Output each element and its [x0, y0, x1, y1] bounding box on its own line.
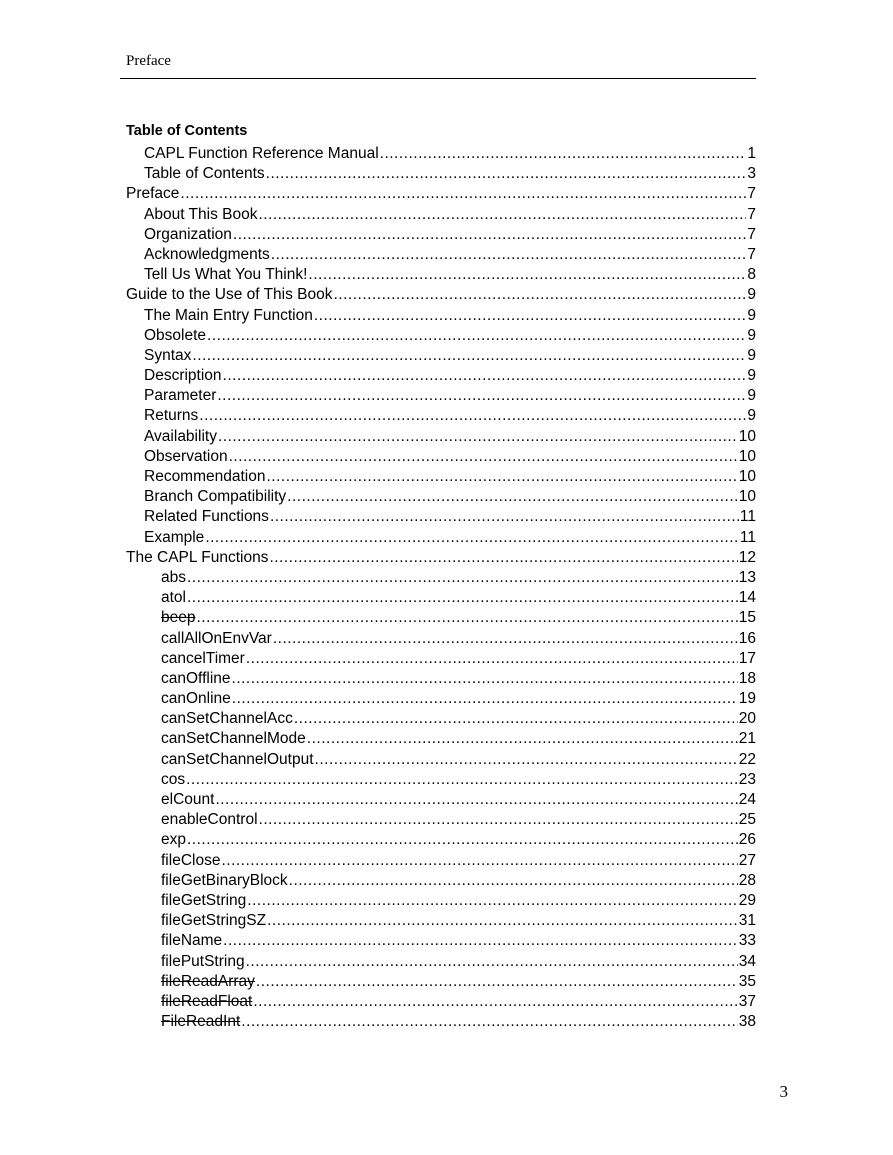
page-number: 3	[779, 1082, 788, 1101]
toc-entry[interactable]	[126, 629, 756, 649]
toc-entry-label: fileClose	[161, 851, 221, 869]
toc-entry-label: canOffline	[161, 669, 231, 687]
toc-dot-leader	[294, 709, 738, 729]
toc-entry-label: enableControl	[161, 811, 258, 829]
toc-entry-label: Availability	[144, 427, 217, 445]
toc-entry-page: 16	[738, 629, 756, 647]
toc-entry-page: 23	[738, 770, 756, 788]
toc-entry[interactable]	[126, 366, 756, 386]
toc-entry-page: 12	[738, 548, 756, 566]
toc-entry-label: fileName	[161, 932, 223, 950]
toc-entry-page: 18	[738, 669, 756, 687]
toc-entry[interactable]	[126, 1012, 756, 1032]
toc-entry-page: 11	[739, 508, 756, 526]
toc-entry-page: 25	[738, 811, 756, 829]
toc-entry-page: 1	[747, 145, 756, 162]
toc-entry-label: The CAPL Functions	[126, 548, 269, 566]
toc-entry-label: Recommendation	[144, 468, 266, 485]
toc-entry[interactable]	[126, 548, 756, 568]
toc-entry-label: Tell Us What You Think!	[144, 266, 308, 284]
toc-dot-leader	[289, 871, 738, 891]
toc-entry-page: 14	[738, 589, 756, 607]
toc-entry[interactable]	[126, 164, 756, 184]
toc-entry-page: 8	[747, 266, 756, 284]
toc-entry-label: Observation	[144, 447, 228, 465]
toc-entry[interactable]	[126, 891, 756, 911]
toc-entry-label: Table of Contents	[144, 165, 265, 183]
toc-entry-label: Branch Compatibility	[144, 488, 287, 506]
toc-entry-page: 10	[738, 468, 756, 485]
toc-dot-leader	[287, 487, 738, 507]
toc-dot-leader	[221, 851, 737, 871]
toc-entry-label: canSetChannelOutput	[161, 750, 314, 768]
toc-entry-page: 15	[738, 609, 756, 627]
toc-dot-leader	[246, 952, 738, 972]
toc-dot-leader	[267, 911, 738, 931]
toc-entry-page: 9	[747, 387, 756, 405]
toc-entry-label: Acknowledgments	[144, 245, 270, 263]
toc-entry-page: 38	[738, 1013, 756, 1031]
toc-entry[interactable]	[126, 144, 756, 164]
toc-entry[interactable]	[126, 386, 756, 406]
toc-dot-leader	[241, 1012, 737, 1032]
toc-dot-leader	[273, 629, 738, 649]
toc-dot-leader	[180, 184, 746, 204]
toc-entry-label: Related Functions	[144, 508, 269, 526]
toc-entry-page: 10	[738, 488, 756, 506]
toc-entry-page: 9	[747, 346, 756, 364]
toc-entry-page: 10	[738, 427, 756, 445]
toc-entry[interactable]	[126, 689, 756, 709]
toc-entry-page: 21	[738, 730, 756, 748]
toc-entry[interactable]	[126, 871, 756, 891]
toc-entry[interactable]	[126, 245, 756, 265]
toc-entry[interactable]	[126, 851, 756, 871]
toc-entry-label: Description	[144, 367, 222, 385]
toc-entry-page: 19	[738, 690, 756, 708]
toc-entry-page: 7	[747, 205, 756, 223]
toc-entry[interactable]	[126, 972, 756, 992]
toc-entry-label: Organization	[144, 225, 232, 243]
toc-entry-page: 26	[738, 831, 756, 849]
toc-entry-label: Obsolete	[144, 326, 207, 344]
toc-entry[interactable]	[126, 346, 756, 366]
toc-entry-label: The Main Entry Function	[144, 306, 313, 324]
toc-dot-leader	[217, 386, 746, 406]
toc-entry-label: canSetChannelAcc	[161, 710, 293, 728]
toc-entry[interactable]	[126, 750, 756, 770]
toc-entry[interactable]	[126, 649, 756, 669]
toc-dot-leader	[232, 669, 738, 689]
toc-dot-leader	[187, 588, 738, 608]
toc-entry-label: Preface	[126, 185, 180, 203]
toc-entry[interactable]	[126, 931, 756, 951]
running-header: Preface	[126, 53, 171, 69]
toc-dot-leader	[233, 225, 746, 245]
toc-dot-leader	[308, 265, 746, 285]
toc-dot-leader	[215, 790, 737, 810]
header-divider	[120, 78, 756, 79]
toc-entry-page: 35	[738, 972, 756, 990]
toc-dot-leader	[259, 810, 738, 830]
toc-entry[interactable]	[126, 447, 756, 467]
toc-entry-label: fileGetBinaryBlock	[161, 871, 288, 889]
toc-entry[interactable]	[126, 406, 756, 426]
toc-dot-leader	[266, 467, 737, 487]
toc-dot-leader	[269, 548, 737, 568]
toc-dot-leader	[223, 366, 747, 386]
toc-entry-label: CAPL Function Reference Manual	[144, 145, 379, 162]
toc-entry-page: 11	[739, 528, 756, 546]
toc-dot-leader	[266, 164, 747, 184]
toc-entry[interactable]	[126, 528, 756, 548]
toc-entry[interactable]	[126, 709, 756, 729]
toc-dot-leader	[232, 689, 738, 709]
toc-entry-label: canOnline	[161, 690, 231, 708]
toc-entry-label: About This Book	[144, 205, 258, 223]
toc-dot-leader	[186, 770, 738, 790]
toc-dot-leader	[218, 427, 738, 447]
toc-entry[interactable]	[126, 205, 756, 225]
toc-entry[interactable]	[126, 285, 756, 305]
toc-dot-leader	[246, 649, 738, 669]
toc-dot-leader	[199, 406, 746, 426]
toc-entry[interactable]	[126, 326, 756, 346]
toc-entry[interactable]	[126, 608, 756, 628]
toc-entry-page: 7	[747, 245, 756, 263]
toc-entry-page: 27	[738, 851, 756, 869]
toc-entry-label: fileGetStringSZ	[161, 912, 267, 930]
toc-entry[interactable]	[126, 507, 756, 527]
toc-entry-label: exp	[161, 831, 186, 849]
toc-entry-page: 3	[747, 165, 756, 183]
toc-entry[interactable]	[126, 568, 756, 588]
toc-entry[interactable]	[126, 225, 756, 245]
toc-dot-leader	[271, 245, 747, 265]
toc-entry-page: 9	[747, 326, 756, 344]
toc-entry[interactable]	[126, 669, 756, 689]
toc-dot-leader	[380, 144, 747, 164]
toc-entry-page: 17	[738, 649, 756, 667]
toc-entry[interactable]	[126, 467, 756, 487]
toc-dot-leader	[223, 931, 738, 951]
toc-entry-label: fileReadFloat	[161, 992, 253, 1010]
toc-entry-page: 29	[738, 891, 756, 909]
toc-entry[interactable]	[126, 306, 756, 326]
toc-entry-label: canSetChannelMode	[161, 730, 306, 748]
toc-entry-page: 33	[738, 932, 756, 950]
toc-entry-label: fileReadArray	[161, 972, 255, 990]
toc-entry[interactable]	[126, 830, 756, 850]
toc-entry-page: 9	[747, 306, 756, 324]
toc-dot-leader	[314, 306, 747, 326]
toc-entry-page: 20	[738, 710, 756, 728]
toc-dot-leader	[229, 447, 738, 467]
toc-dot-leader	[307, 729, 738, 749]
toc-entry-page: 22	[738, 750, 756, 768]
toc-entry[interactable]	[126, 427, 756, 447]
toc-dot-leader	[258, 205, 746, 225]
toc-entry[interactable]	[126, 952, 756, 972]
toc-entry-page: 7	[747, 185, 756, 203]
toc-entry-page: 13	[738, 568, 756, 586]
toc-dot-leader	[187, 830, 738, 850]
toc-entry-label: Syntax	[144, 346, 192, 364]
toc-entry-label: Parameter	[144, 387, 217, 405]
toc-entry-page: 9	[747, 286, 756, 304]
toc-entry-label: cos	[161, 770, 186, 788]
toc-entry-label: FileReadInt	[161, 1013, 241, 1031]
toc-entry[interactable]	[126, 992, 756, 1012]
toc-entry-page: 9	[747, 367, 756, 385]
toc-entry-page: 31	[738, 912, 756, 930]
toc-entry-page: 24	[738, 791, 756, 808]
toc-entry[interactable]	[126, 588, 756, 608]
toc-dot-leader	[247, 891, 737, 911]
toc-dot-leader	[334, 285, 747, 305]
toc-dot-leader	[256, 972, 738, 992]
toc-entry[interactable]	[126, 810, 756, 830]
toc-dot-leader	[196, 608, 737, 628]
toc-entry-label: beep	[161, 609, 196, 627]
toc-list	[126, 144, 756, 1032]
toc-entry-label: fileGetString	[161, 891, 247, 909]
toc-entry-label: cancelTimer	[161, 649, 245, 667]
toc-entry-label: elCount	[161, 791, 215, 808]
toc-entry-label: Guide to the Use of This Book	[126, 286, 333, 304]
toc-entry[interactable]	[126, 790, 756, 810]
toc-dot-leader	[207, 326, 746, 346]
toc-entry[interactable]	[126, 729, 756, 749]
toc-title: Table of Contents	[126, 123, 248, 139]
toc-entry[interactable]	[126, 184, 756, 204]
toc-dot-leader	[270, 507, 739, 527]
toc-entry-label: Example	[144, 528, 205, 546]
toc-entry-page: 9	[747, 407, 756, 425]
toc-entry[interactable]	[126, 487, 756, 507]
toc-entry-page: 37	[738, 992, 756, 1010]
toc-dot-leader	[315, 750, 738, 770]
toc-entry[interactable]	[126, 770, 756, 790]
toc-entry-label: Returns	[144, 407, 199, 425]
toc-entry-label: abs	[161, 568, 186, 586]
toc-dot-leader	[205, 528, 739, 548]
toc-entry-label: filePutString	[161, 952, 245, 970]
toc-entry-page: 28	[738, 871, 756, 889]
toc-entry-page: 7	[747, 225, 756, 243]
toc-entry-label: atol	[161, 589, 186, 607]
toc-dot-leader	[187, 568, 738, 588]
toc-entry-page: 10	[738, 447, 756, 465]
toc-dot-leader	[253, 992, 737, 1012]
toc-entry-page: 34	[738, 952, 756, 970]
toc-entry[interactable]	[126, 265, 756, 285]
toc-entry-label: callAllOnEnvVar	[161, 629, 272, 647]
toc-dot-leader	[192, 346, 746, 366]
toc-entry[interactable]	[126, 911, 756, 931]
